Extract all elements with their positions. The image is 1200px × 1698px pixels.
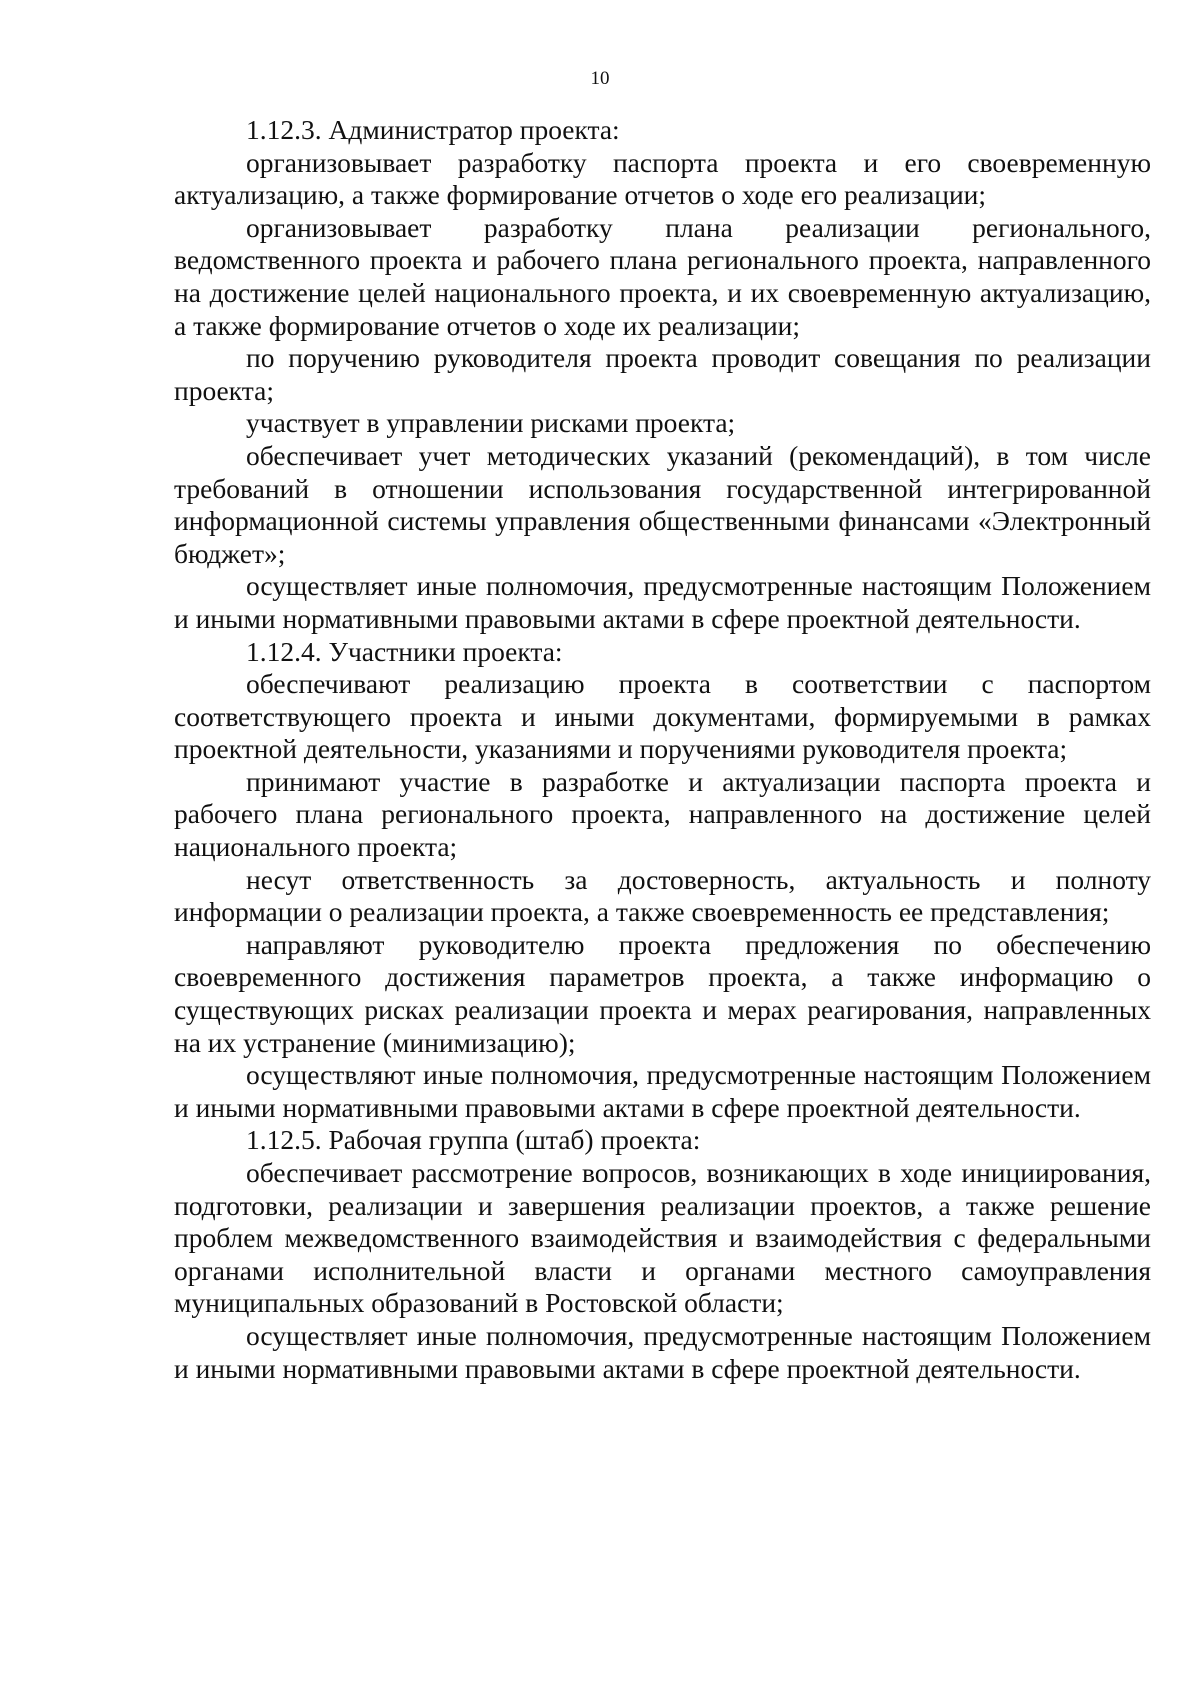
- paragraph: участвует в управлении рисками проекта;: [246, 407, 736, 439]
- paragraph: обеспечивает учет методических указаний (рекомендаций), в том числе требований в отношении использования государственной интегрированной информационной системы управления общественными финансами «Электронный бюджет»;: [174, 439, 1151, 569]
- paragraph: организовывает разработку паспорта проекта и его своевременную актуализацию, а также формирование отчетов о ходе его реализации;: [174, 146, 1151, 211]
- document-body: [174, 114, 1151, 1385]
- paragraph: обеспечивают реализацию проекта в соответствии с паспортом соответствующего проекта и иными документами, формируемыми в рамках проектной деятельности, указаниями и поручениями руководителя проекта;: [174, 668, 1151, 765]
- paragraph: несут ответственность за достоверность, актуальность и полноту информации о реализации проекта, а также своевременность ее представления;: [174, 863, 1151, 928]
- section-heading-1-12-3: 1.12.3. Администратор проекта:: [246, 114, 620, 145]
- section-heading-1-12-4: 1.12.4. Участники проекта:: [246, 635, 563, 667]
- paragraph: принимают участие в разработке и актуализации паспорта проекта и рабочего плана регионального проекта, направленного на достижение целей национального проекта;: [174, 765, 1151, 863]
- page-number: 10: [590, 68, 610, 89]
- paragraph: осуществляет иные полномочия, предусмотренные настоящим Положением и иными нормативными правовыми актами в сфере проектной деятельности.: [174, 570, 1151, 634]
- paragraph: обеспечивает рассмотрение вопросов, возникающих в ходе инициирования, подготовки, реализации и завершения реализации проектов, а также решение проблем межведомственного взаимодействия и взаимодействия с федеральными органами исполнительной власти и органами местного самоуправления муниципальных образований в Ростовской области;: [174, 1157, 1151, 1319]
- paragraph: направляют руководителю проекта предложения по обеспечению своевременного достижения параметров проекта, а также информацию о существующих рисках реализации проекта и мерах реагирования, направленных на их устранение (минимизацию);: [174, 928, 1151, 1058]
- paragraph: осуществляют иные полномочия, предусмотренные настоящим Положением и иными нормативными правовыми актами в сфере проектной деятельности.: [174, 1059, 1151, 1123]
- paragraph: осуществляет иные полномочия, предусмотренные настоящим Положением и иными нормативными правовыми актами в сфере проектной деятельности.: [174, 1319, 1151, 1384]
- paragraph: по поручению руководителя проекта проводит совещания по реализации проекта;: [174, 342, 1151, 406]
- section-heading-1-12-5: 1.12.5. Рабочая группа (штаб) проекта:: [246, 1124, 701, 1156]
- paragraph: организовывает разработку плана реализации регионального, ведомственного проекта и рабочего плана регионального проекта, направленного на достижение целей национального проекта, и их своевременную актуализацию, а также формирование отчетов о ходе их реализации;: [174, 211, 1151, 341]
